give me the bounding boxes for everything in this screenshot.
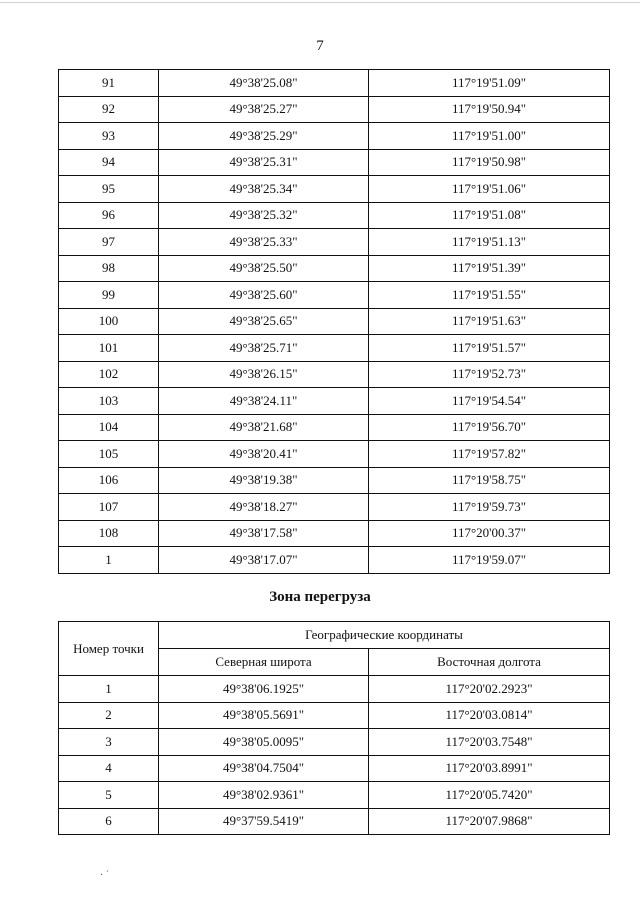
latitude-cell: 49°38'05.0095" — [159, 729, 369, 756]
latitude-cell: 49°38'06.1925" — [159, 676, 369, 703]
latitude-cell: 49°38'25.08" — [159, 70, 369, 97]
table-row — [59, 441, 610, 468]
point-number-cell: 1 — [59, 547, 159, 574]
table-row — [59, 255, 610, 282]
latitude-cell: 49°38'20.41" — [159, 441, 369, 468]
page-number: 7 — [316, 38, 324, 54]
latitude-cell: 49°38'25.27" — [159, 96, 369, 123]
table-row — [59, 808, 610, 835]
table-row — [59, 282, 610, 309]
longitude-cell: 117°19'50.94" — [369, 96, 610, 123]
coordinates-table — [58, 69, 610, 574]
latitude-cell: 49°38'25.32" — [159, 202, 369, 229]
section-title: Зона перегруза — [269, 589, 371, 605]
point-number-cell: 91 — [59, 70, 159, 97]
point-number-cell: 3 — [59, 729, 159, 756]
point-number-cell: 106 — [59, 467, 159, 494]
latitude-cell: 49°38'25.50" — [159, 255, 369, 282]
latitude-cell: 49°38'02.9361" — [159, 782, 369, 809]
point-number-cell: 96 — [59, 202, 159, 229]
longitude-cell: 117°20'02.2923" — [369, 676, 610, 703]
table-row — [59, 729, 610, 756]
point-number-cell: 1 — [59, 676, 159, 703]
point-number-cell: 104 — [59, 414, 159, 441]
longitude-cell: 117°19'51.00" — [369, 123, 610, 150]
longitude-cell: 117°19'51.13" — [369, 229, 610, 256]
longitude-cell: 117°19'59.07" — [369, 547, 610, 574]
table-row — [59, 96, 610, 123]
table-row — [59, 782, 610, 809]
latitude-cell: 49°38'17.58" — [159, 520, 369, 547]
header-geo-coordinates: Географические координаты — [159, 622, 610, 649]
point-number-cell: 105 — [59, 441, 159, 468]
table-row — [59, 308, 610, 335]
table-row — [59, 755, 610, 782]
longitude-cell: 117°20'07.9868" — [369, 808, 610, 835]
table-row — [59, 70, 610, 97]
latitude-cell: 49°38'05.5691" — [159, 702, 369, 729]
longitude-cell: 117°19'57.82" — [369, 441, 610, 468]
table-row — [59, 467, 610, 494]
longitude-cell: 117°20'03.7548" — [369, 729, 610, 756]
latitude-cell: 49°38'25.71" — [159, 335, 369, 362]
table-row — [59, 388, 610, 415]
table-row — [59, 335, 610, 362]
coordinates-table-body — [59, 70, 610, 574]
table-row — [59, 520, 610, 547]
point-number-cell: 107 — [59, 494, 159, 521]
longitude-cell: 117°20'00.37" — [369, 520, 610, 547]
header-east-longitude: Восточная долгота — [369, 649, 610, 676]
scan-speck: · ˊ — [100, 870, 110, 881]
point-number-cell: 102 — [59, 361, 159, 388]
latitude-cell: 49°38'26.15" — [159, 361, 369, 388]
table-row — [59, 414, 610, 441]
point-number-cell: 92 — [59, 96, 159, 123]
top-rule — [0, 2, 640, 3]
latitude-cell: 49°38'25.31" — [159, 149, 369, 176]
table-row — [59, 202, 610, 229]
point-number-cell: 99 — [59, 282, 159, 309]
table-row — [59, 149, 610, 176]
longitude-cell: 117°19'51.06" — [369, 176, 610, 203]
longitude-cell: 117°20'03.8991" — [369, 755, 610, 782]
longitude-cell: 117°19'54.54" — [369, 388, 610, 415]
table-row — [59, 123, 610, 150]
point-number-cell: 93 — [59, 123, 159, 150]
table-row — [59, 676, 610, 703]
point-number-cell: 95 — [59, 176, 159, 203]
header-point-number: Номер точки — [59, 622, 159, 676]
latitude-cell: 49°38'25.29" — [159, 123, 369, 150]
point-number-cell: 4 — [59, 755, 159, 782]
latitude-cell: 49°38'25.34" — [159, 176, 369, 203]
latitude-cell: 49°38'18.27" — [159, 494, 369, 521]
point-number-cell: 5 — [59, 782, 159, 809]
longitude-cell: 117°19'56.70" — [369, 414, 610, 441]
point-number-cell: 98 — [59, 255, 159, 282]
latitude-cell: 49°38'21.68" — [159, 414, 369, 441]
longitude-cell: 117°19'50.98" — [369, 149, 610, 176]
longitude-cell: 117°19'58.75" — [369, 467, 610, 494]
table-row — [59, 361, 610, 388]
longitude-cell: 117°19'51.09" — [369, 70, 610, 97]
table-row — [59, 702, 610, 729]
point-number-cell: 108 — [59, 520, 159, 547]
overload-table-header — [59, 622, 610, 676]
overload-zone-table — [58, 621, 610, 835]
table-row — [59, 176, 610, 203]
longitude-cell: 117°19'51.63" — [369, 308, 610, 335]
latitude-cell: 49°38'04.7504" — [159, 755, 369, 782]
point-number-cell: 2 — [59, 702, 159, 729]
latitude-cell: 49°38'19.38" — [159, 467, 369, 494]
longitude-cell: 117°19'51.39" — [369, 255, 610, 282]
longitude-cell: 117°19'51.55" — [369, 282, 610, 309]
latitude-cell: 49°38'17.07" — [159, 547, 369, 574]
latitude-cell: 49°37'59.5419" — [159, 808, 369, 835]
table-row — [59, 229, 610, 256]
longitude-cell: 117°19'59.73" — [369, 494, 610, 521]
table-row — [59, 494, 610, 521]
longitude-cell: 117°19'51.08" — [369, 202, 610, 229]
overload-table-body — [59, 676, 610, 835]
point-number-cell: 6 — [59, 808, 159, 835]
latitude-cell: 49°38'25.60" — [159, 282, 369, 309]
longitude-cell: 117°20'05.7420" — [369, 782, 610, 809]
point-number-cell: 103 — [59, 388, 159, 415]
point-number-cell: 97 — [59, 229, 159, 256]
longitude-cell: 117°19'52.73" — [369, 361, 610, 388]
point-number-cell: 94 — [59, 149, 159, 176]
latitude-cell: 49°38'25.33" — [159, 229, 369, 256]
table-row — [59, 547, 610, 574]
point-number-cell: 101 — [59, 335, 159, 362]
point-number-cell: 100 — [59, 308, 159, 335]
header-north-latitude: Северная широта — [159, 649, 369, 676]
latitude-cell: 49°38'24.11" — [159, 388, 369, 415]
longitude-cell: 117°19'51.57" — [369, 335, 610, 362]
latitude-cell: 49°38'25.65" — [159, 308, 369, 335]
longitude-cell: 117°20'03.0814" — [369, 702, 610, 729]
